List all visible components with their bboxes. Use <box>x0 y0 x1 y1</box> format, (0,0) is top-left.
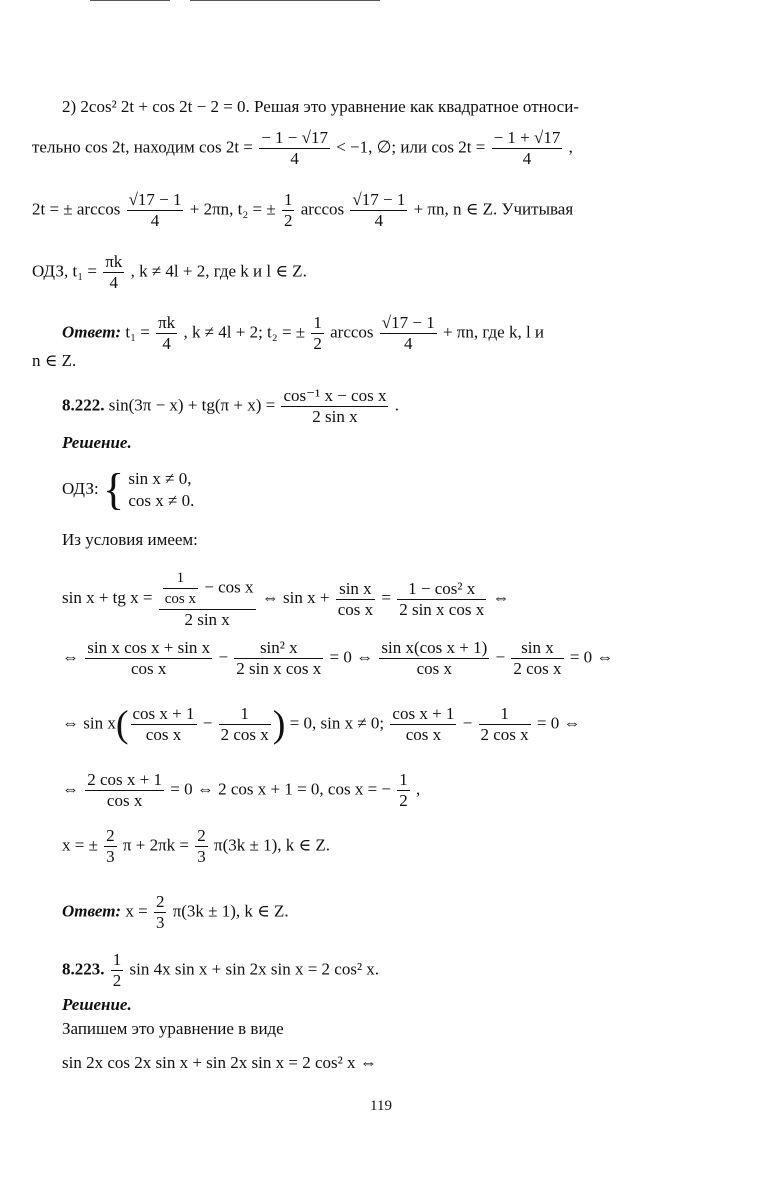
fraction <box>311 313 324 354</box>
numerator: sin x(cos x + 1) <box>381 638 488 657</box>
paren-glyph: ( <box>115 703 129 746</box>
from-condition-text: Из условия имеем: <box>62 530 198 549</box>
fraction <box>397 770 410 811</box>
part2-answer <box>62 313 544 354</box>
numerator: 1 − cos² x <box>397 579 486 600</box>
text-fragment: < −1, ∅; или cos 2t = <box>336 137 486 157</box>
denominator: 4 <box>109 273 119 292</box>
denominator: cos x <box>337 599 374 619</box>
part2-line1: 2) 2cos² 2t + cos 2t − 2 = 0. Решая это уравнение как квадратное относи- <box>62 97 579 116</box>
answer-label: Ответ: <box>62 901 122 921</box>
problem-8-222-statement <box>62 386 399 427</box>
numerator: πk <box>105 252 123 271</box>
denominator: 3 <box>106 847 115 866</box>
system-line: sin x ≠ 0, <box>128 469 192 488</box>
odz-system <box>62 465 195 514</box>
fraction <box>85 638 212 679</box>
text-fragment: + 2πn, t₂ = ± <box>189 199 276 219</box>
numerator: 1 <box>219 704 271 725</box>
denominator: cos x <box>164 591 196 607</box>
part2-line2 <box>32 128 573 169</box>
problem-number: 8.223. <box>62 959 105 979</box>
text-fragment: = 0, sin x ≠ 0; <box>289 713 385 733</box>
numerator: √17 − 1 <box>381 313 435 332</box>
text-fragment: ⇔ <box>62 647 79 667</box>
fraction <box>397 579 486 620</box>
numerator: cos⁻¹ x − cos x <box>283 386 387 405</box>
problem-number: 8.222. <box>62 395 105 415</box>
system-line: cos x ≠ 0. <box>128 491 195 510</box>
denominator: 3 <box>155 913 165 932</box>
numerator: √17 − 1 <box>128 190 182 209</box>
problem-8-223-statement <box>62 950 379 991</box>
text-fragment: . <box>394 395 399 415</box>
text-fragment: sin x + tg x = <box>62 587 153 607</box>
fraction <box>131 704 197 745</box>
text-fragment: , <box>568 137 573 157</box>
part2-answer-continued: n ∈ Z. <box>32 351 77 370</box>
denominator: 2 cos x <box>513 659 562 678</box>
denominator: 2 <box>399 791 408 810</box>
text-fragment: , k ≠ 4l + 2, где k и l ∈ Z. <box>130 261 307 281</box>
fraction <box>219 704 271 745</box>
text-fragment: arccos <box>330 322 374 342</box>
fraction <box>85 770 164 811</box>
text-fragment: arccos <box>300 199 345 219</box>
denominator: 3 <box>197 847 206 866</box>
numerator: − 1 + √17 <box>493 128 561 147</box>
denominator: 4 <box>150 211 160 230</box>
text-fragment: sin(3π − x) + tg(π + x) = <box>108 395 276 415</box>
text-fragment: , <box>416 779 421 799</box>
text-fragment: − cos x <box>204 577 254 597</box>
fraction <box>379 638 489 679</box>
denominator: 2 <box>112 971 122 990</box>
rewrite-equation: sin 2x cos 2x sin x + sin 2x sin x = 2 cos² x ⇔ <box>62 1053 377 1072</box>
fraction <box>390 704 456 745</box>
numerator: cos x + 1 <box>132 704 195 723</box>
text-fragment: + πn, n ∈ Z. Учитывая <box>413 199 574 219</box>
inner-fraction <box>163 568 198 609</box>
step-4 <box>62 770 420 811</box>
text-fragment: − <box>202 713 213 733</box>
fraction <box>103 252 124 293</box>
text-fragment: π + 2πk = <box>122 835 190 855</box>
fraction <box>111 950 124 991</box>
denominator: cos x <box>145 725 182 744</box>
denominator: 2 sin x cos x <box>399 599 485 619</box>
text-fragment: sin 4x sin x + sin 2x sin x = 2 cos² x. <box>129 959 380 979</box>
denominator: 2 sin x <box>184 610 230 629</box>
text-fragment: 2t = ± arccos <box>32 199 121 219</box>
step-2 <box>62 638 613 679</box>
fraction <box>492 128 563 169</box>
numerator: 1 <box>313 313 322 332</box>
page-number: 119 <box>370 1098 392 1114</box>
text-fragment: π(3k ± 1), k ∈ Z. <box>214 835 330 855</box>
fraction <box>511 638 563 679</box>
text-fragment: − <box>495 647 506 667</box>
brace-glyph: { <box>102 465 125 514</box>
numerator: 1 <box>399 770 408 789</box>
denominator: 2 sin x <box>312 407 358 426</box>
numerator <box>159 568 256 610</box>
fraction <box>154 892 167 933</box>
part2-line4 <box>32 252 307 293</box>
fraction <box>336 579 375 620</box>
odz-label: ОДЗ: <box>62 478 99 498</box>
text-fragment: = 0 ⇔ 2 cos x + 1 = 0, cos x = − <box>170 779 392 799</box>
text-fragment: = 0 ⇔ <box>329 647 374 667</box>
text-fragment: t₁ = <box>125 322 150 342</box>
numerator: cos x + 1 <box>392 704 455 723</box>
text-fragment: x = <box>125 901 148 921</box>
fraction <box>479 704 531 745</box>
fraction <box>104 826 117 867</box>
denominator: 4 <box>290 149 299 168</box>
text-fragment: x = ± <box>62 835 98 855</box>
solution-label: Решение. <box>62 433 132 452</box>
text-fragment: − <box>218 647 229 667</box>
solution-label: Решение. <box>62 995 132 1014</box>
numerator: 1 <box>479 704 531 725</box>
denominator: 2 <box>313 334 322 353</box>
text-fragment: ⇔ <box>62 779 79 799</box>
numerator: sin² x <box>234 638 323 659</box>
numerator: 2 <box>106 826 115 845</box>
numerator: sin x cos x + sin x <box>87 638 211 657</box>
fraction <box>350 190 407 231</box>
answer-label: Ответ: <box>62 322 122 342</box>
denominator: 4 <box>522 149 532 168</box>
compound-fraction <box>159 568 256 630</box>
denominator: 2 <box>283 211 293 230</box>
numerator: √17 − 1 <box>352 190 406 209</box>
part2-line3 <box>32 190 573 231</box>
denominator: cos x <box>416 659 453 678</box>
text-fragment: тельно cos 2t, находим cos 2t = <box>32 137 253 157</box>
text-fragment: , k ≠ 4l + 2; t₂ = ± <box>183 322 306 342</box>
text-fragment: ⇔ sin x + <box>261 587 330 607</box>
numerator: πk <box>158 313 176 332</box>
fraction <box>259 128 330 169</box>
text-fragment: π(3k ± 1), k ∈ Z. <box>172 901 289 921</box>
fraction <box>234 638 323 679</box>
denominator: 4 <box>162 334 171 353</box>
fraction <box>380 313 437 354</box>
text-fragment: = 0 ⇔ <box>536 713 581 733</box>
text-fragment: = 0 ⇔ <box>569 647 614 667</box>
text-fragment: ОДЗ, t₁ = <box>32 261 97 281</box>
text-fragment: ⇔ <box>492 587 510 607</box>
numerator: 1 <box>112 950 122 969</box>
top-rule-right <box>190 0 380 1</box>
numerator: 2 <box>197 826 206 845</box>
text-fragment: − <box>462 713 473 733</box>
numerator: 1 <box>163 568 198 589</box>
text-fragment: + πn, где k, l и <box>442 322 545 342</box>
system-lines <box>128 468 194 512</box>
denominator: 4 <box>404 334 413 353</box>
paren-glyph: ) <box>272 703 286 746</box>
top-rule-left <box>90 0 170 1</box>
step-3 <box>62 704 581 745</box>
step-1 <box>62 568 509 630</box>
rewrite-text: Запишем это уравнение в виде <box>62 1019 284 1038</box>
denominator: cos x <box>106 791 143 810</box>
numerator: 1 <box>283 190 293 209</box>
denominator: 2 cos x <box>480 725 529 744</box>
denominator: 2 cos x <box>220 725 269 744</box>
fraction <box>281 386 388 427</box>
denominator: cos x <box>405 725 442 744</box>
fraction <box>282 190 295 231</box>
numerator: sin x <box>336 579 375 600</box>
text-fragment: = <box>381 587 391 607</box>
numerator: − 1 − √17 <box>261 128 328 147</box>
problem-8-222-answer <box>62 892 289 933</box>
denominator: 4 <box>374 211 384 230</box>
denominator: cos x <box>131 659 167 678</box>
fraction <box>156 313 177 354</box>
text-fragment: ⇔ sin x <box>62 713 116 733</box>
numerator: sin x <box>511 638 563 659</box>
step-5 <box>62 826 330 867</box>
numerator: 2 cos x + 1 <box>87 770 162 789</box>
denominator: 2 sin x cos x <box>236 659 322 678</box>
numerator: 2 <box>155 892 165 911</box>
fraction <box>195 826 208 867</box>
fraction <box>127 190 184 231</box>
